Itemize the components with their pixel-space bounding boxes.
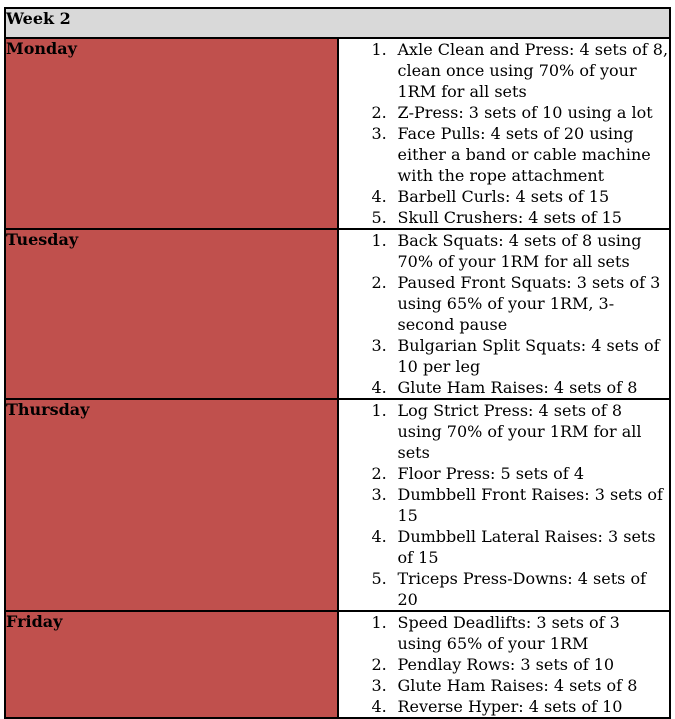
exercise-cell (338, 38, 671, 229)
exercise-text: Skull Crushers: 4 sets of 15 (397, 208, 622, 227)
week-title: Week 2 (5, 8, 670, 38)
exercise-list (339, 39, 670, 228)
day-row-friday (5, 611, 670, 718)
exercise-number: 5. (371, 208, 387, 227)
exercise-text: Paused Front Squats: 3 sets of 3 using 65% of your 1RM, 3-second pause (397, 273, 661, 334)
exercise-text: Speed Deadlifts: 3 sets of 3 using 65% of your 1RM (397, 613, 620, 653)
exercise-cell (338, 399, 671, 611)
exercise-item (339, 230, 670, 272)
exercise-item (339, 484, 670, 526)
exercise-item (339, 377, 670, 398)
exercise-text: Floor Press: 5 sets of 4 (397, 464, 584, 483)
exercise-text: Dumbbell Lateral Raises: 3 sets of 15 (397, 527, 656, 567)
exercise-text: Log Strict Press: 4 sets of 8 using 70% of your 1RM for all sets (397, 401, 642, 462)
exercise-list (339, 612, 670, 717)
exercise-number: 3. (371, 485, 387, 504)
exercise-number: 4. (371, 187, 387, 206)
exercise-item (339, 675, 670, 696)
exercise-item (339, 696, 670, 717)
exercise-item (339, 39, 670, 102)
day-label: Friday (5, 611, 338, 718)
day-label: Monday (5, 38, 338, 229)
exercise-number: 2. (371, 464, 387, 483)
exercise-number: 1. (371, 613, 387, 632)
exercise-item (339, 400, 670, 463)
week-header-row (5, 8, 670, 38)
exercise-text: Axle Clean and Press: 4 sets of 8, clean once using 70% of your 1RM for all sets (397, 40, 669, 101)
exercise-number: 1. (371, 40, 387, 59)
exercise-text: Bulgarian Split Squats: 4 sets of 10 per leg (397, 336, 660, 376)
workout-schedule-table (4, 7, 671, 719)
exercise-item (339, 612, 670, 654)
exercise-number: 2. (371, 273, 387, 292)
day-row-tuesday (5, 229, 670, 399)
exercise-text: Glute Ham Raises: 4 sets of 8 (397, 676, 638, 695)
exercise-number: 3. (371, 124, 387, 143)
exercise-cell (338, 611, 671, 718)
exercise-text: Glute Ham Raises: 4 sets of 8 (397, 378, 638, 397)
exercise-item (339, 207, 670, 228)
exercise-text: Pendlay Rows: 3 sets of 10 (397, 655, 615, 674)
exercise-cell (338, 229, 671, 399)
exercise-number: 5. (371, 569, 387, 588)
exercise-item (339, 102, 670, 123)
exercise-item (339, 526, 670, 568)
exercise-item (339, 654, 670, 675)
exercise-number: 4. (371, 697, 387, 716)
exercise-text: Back Squats: 4 sets of 8 using 70% of your 1RM for all sets (397, 231, 642, 271)
exercise-text: Z-Press: 3 sets of 10 using a lot (397, 103, 653, 122)
day-label: Tuesday (5, 229, 338, 399)
exercise-number: 2. (371, 655, 387, 674)
day-row-monday (5, 38, 670, 229)
exercise-number: 4. (371, 378, 387, 397)
exercise-number: 4. (371, 527, 387, 546)
exercise-number: 1. (371, 401, 387, 420)
exercise-text: Reverse Hyper: 4 sets of 10 (397, 697, 623, 716)
day-label: Thursday (5, 399, 338, 611)
exercise-text: Face Pulls: 4 sets of 20 using either a band or cable machine with the rope attachment (397, 124, 651, 185)
exercise-list (339, 400, 670, 610)
exercise-number: 2. (371, 103, 387, 122)
exercise-item (339, 335, 670, 377)
exercise-item (339, 568, 670, 610)
exercise-number: 3. (371, 336, 387, 355)
exercise-item (339, 272, 670, 335)
exercise-number: 3. (371, 676, 387, 695)
exercise-item (339, 123, 670, 186)
day-row-thursday (5, 399, 670, 611)
exercise-text: Triceps Press-Downs: 4 sets of 20 (397, 569, 646, 609)
exercise-list (339, 230, 670, 398)
exercise-text: Dumbbell Front Raises: 3 sets of 15 (397, 485, 663, 525)
exercise-text: Barbell Curls: 4 sets of 15 (397, 187, 610, 206)
exercise-item (339, 463, 670, 484)
exercise-item (339, 186, 670, 207)
exercise-number: 1. (371, 231, 387, 250)
